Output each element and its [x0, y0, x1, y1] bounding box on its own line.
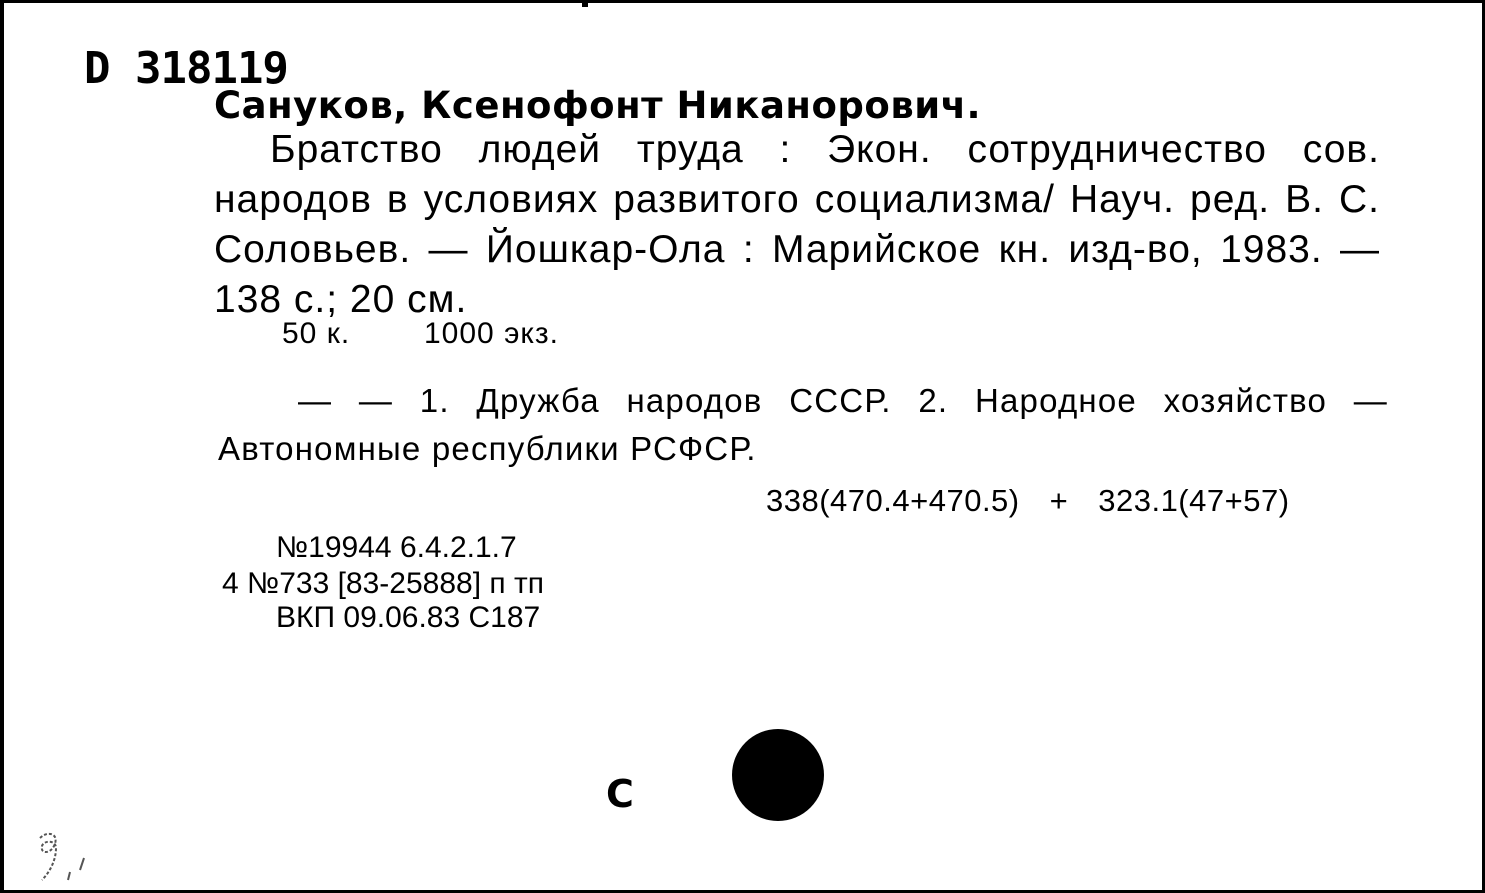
classification-part-1: 338(470.4+470.5) [766, 483, 1020, 518]
bibliographic-description: Братство людей труда : Экон. сотрудничество сов. народов в условиях развитого социализма/ Науч. ред. В. С. Соловьев. — Йошкар-Ола : Марийское кн. изд-во, 1983. — 138 с.; 20 см. [214, 128, 1380, 321]
technical-line-1: №19944 6.4.2.1.7 [276, 531, 517, 564]
filled-circle-mark [732, 729, 824, 821]
author-heading: Сануков, Ксенофонт Никанорович. [214, 84, 982, 127]
call-number: D 318119 [84, 43, 288, 94]
card-notch [582, 3, 588, 7]
classification-plus: + [1049, 483, 1069, 518]
mark-letter: C [606, 772, 634, 816]
technical-line-3: ВКП 09.06.83 С187 [276, 601, 541, 634]
handwritten-mark [26, 828, 96, 888]
classification-part-2: 323.1(47+57) [1098, 483, 1290, 518]
technical-line-2: 4 №733 [83-25888] п тп [222, 567, 544, 600]
print-run: 1000 экз. [424, 317, 559, 350]
catalog-card [4, 3, 1482, 890]
price: 50 к. [282, 317, 351, 350]
classification-index [766, 485, 1290, 516]
subject-headings: — — 1. Дружба народов СССР. 2. Народное хозяйство — Автономные республики РСФСР. [218, 382, 1388, 467]
